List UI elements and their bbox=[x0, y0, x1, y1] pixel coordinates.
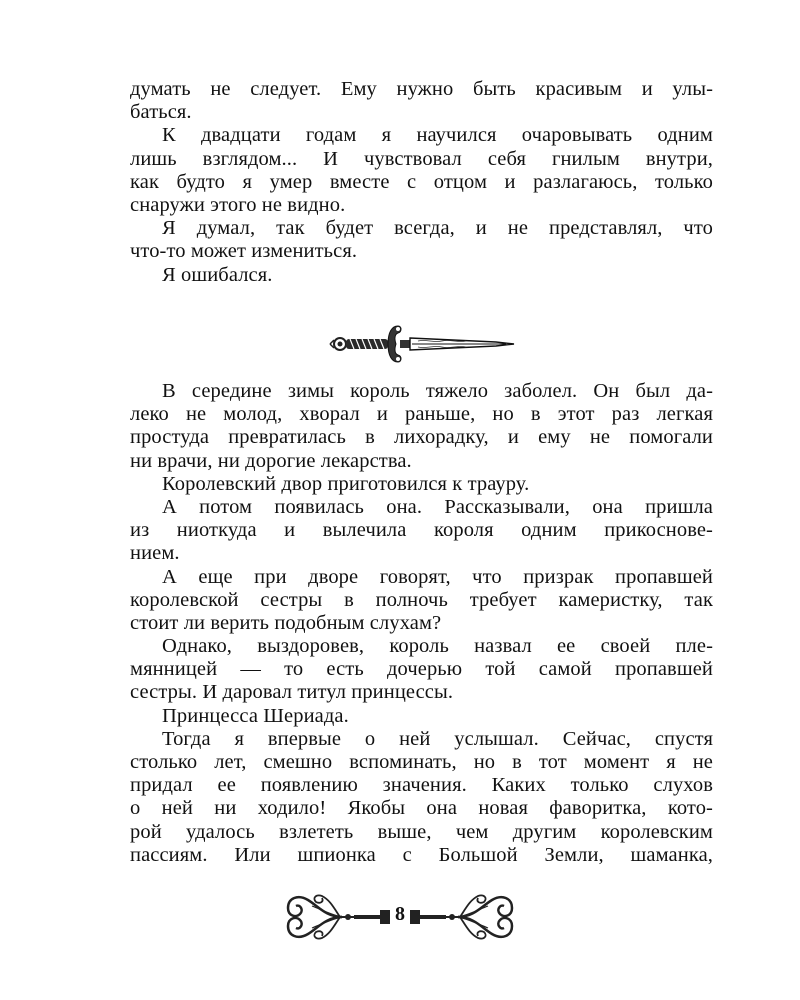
text-line: нием. bbox=[130, 542, 180, 565]
text-line: пассиям. Или шпионка с Большой Земли, шаманка, bbox=[130, 843, 713, 866]
text-section-1 bbox=[130, 78, 713, 287]
text-line: А еще при дворе говорят, что призрак пропавшей bbox=[162, 565, 713, 588]
text-line: снаружи этого не видно. bbox=[130, 193, 346, 216]
text-line: А потом появилась она. Рассказывали, она пришла bbox=[162, 495, 713, 518]
text-line: ни врачи, ни дорогие лекарства. bbox=[130, 449, 412, 472]
text-line: Однако, выздоровев, король назвал ее своей пле- bbox=[162, 635, 713, 658]
text-line: думать не следует. Ему нужно быть красивым и улы- bbox=[130, 78, 713, 100]
text-line: из ниоткуда и вылечила короля одним прикоснове- bbox=[130, 519, 713, 542]
text-line: лишь взглядом... И чувствовал себя гнилым внутри, bbox=[130, 147, 713, 170]
text-line: сестры. И даровал титул принцессы. bbox=[130, 681, 454, 704]
text-line: стоит ли верить подобным слухам? bbox=[130, 611, 442, 634]
text-line: как будто я умер вместе с отцом и разлагаюсь, только bbox=[130, 170, 713, 193]
text-line: К двадцати годам я научился очаровывать одним bbox=[162, 124, 713, 147]
text-line: мянницей — то есть дочерью той самой пропавшей bbox=[130, 658, 713, 681]
text-section-2 bbox=[130, 380, 713, 867]
text-line: Королевский двор приготовился к трауру. bbox=[162, 472, 530, 495]
text-line: придал ее появлению значения. Каких только слухов bbox=[130, 774, 713, 797]
text-line: о ней ни ходило! Якобы она новая фаворитка, кото- bbox=[130, 797, 713, 820]
text-line: Принцесса Шериада. bbox=[162, 704, 349, 727]
text-line: Я думал, так будет всегда, и не представлял, что bbox=[162, 217, 713, 240]
text-line: Тогда я впервые о ней услышал. Сейчас, спустя bbox=[162, 727, 713, 750]
text-line: рой удалось взлететь выше, чем другим королевским bbox=[130, 820, 713, 843]
text-line: Я ошибался. bbox=[162, 263, 273, 286]
text-line: королевской сестры в полночь требует камеристку, так bbox=[130, 588, 713, 611]
text-line: баться. bbox=[130, 101, 192, 124]
text-line: что-то может измениться. bbox=[130, 240, 358, 263]
text-line: леко не молод, хворал и раньше, но в этот раз легкая bbox=[130, 403, 713, 426]
page-number: 8 bbox=[395, 903, 405, 925]
text-line: простуда превратилась в лихорадку, и ему не помогали bbox=[130, 426, 713, 449]
text-line: В середине зимы король тяжело заболел. Он был да- bbox=[162, 380, 713, 402]
dagger-icon bbox=[326, 322, 516, 368]
text-line: столько лет, смешно вспоминать, но в тот момент я не bbox=[130, 751, 713, 773]
